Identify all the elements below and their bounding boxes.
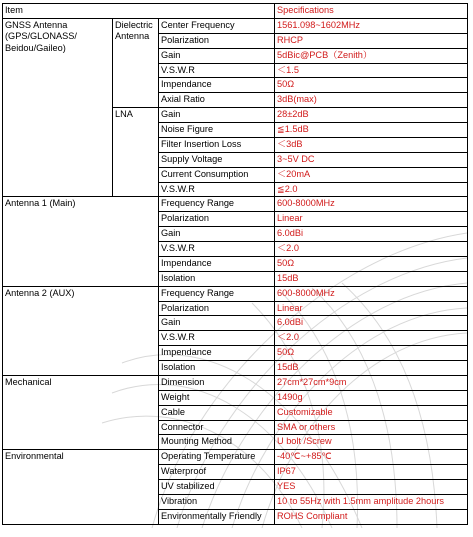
value-cell: ≦1.5dB: [275, 123, 468, 138]
header-item: Item: [3, 4, 275, 19]
value-cell: ＜1.5: [275, 63, 468, 78]
value-cell: Linear: [275, 301, 468, 316]
header-specifications: Specifications: [275, 4, 468, 19]
value-cell: ＜2.0: [275, 242, 468, 257]
param-cell: Impendance: [159, 78, 275, 93]
param-cell: Cable: [159, 405, 275, 420]
value-cell: 10 to 55Hz with 1.5mm amplitude 2hours: [275, 494, 468, 509]
param-cell: Waterproof: [159, 465, 275, 480]
param-cell: Frequency Range: [159, 286, 275, 301]
param-cell: V.S.W.R: [159, 63, 275, 78]
param-cell: Center Frequency: [159, 18, 275, 33]
value-cell: 1490g: [275, 390, 468, 405]
value-cell: ≦2.0: [275, 182, 468, 197]
param-cell: Vibration: [159, 494, 275, 509]
param-cell: V.S.W.R: [159, 331, 275, 346]
param-cell: Isolation: [159, 361, 275, 376]
param-cell: Frequency Range: [159, 197, 275, 212]
param-cell: Gain: [159, 316, 275, 331]
value-cell: RHCP: [275, 33, 468, 48]
value-cell: ＜20mA: [275, 167, 468, 182]
param-cell: V.S.W.R: [159, 242, 275, 257]
value-cell: IP67: [275, 465, 468, 480]
param-cell: Polarization: [159, 301, 275, 316]
param-cell: Polarization: [159, 33, 275, 48]
value-cell: 15dB: [275, 271, 468, 286]
value-cell: 1561.098~1602MHz: [275, 18, 468, 33]
table-row: [3, 197, 468, 212]
value-cell: -40℃~+85℃: [275, 450, 468, 465]
table-header-row: [3, 4, 468, 19]
param-cell: Environmentally Friendly: [159, 509, 275, 524]
param-cell: Weight: [159, 390, 275, 405]
value-cell: 27cm*27cm*9cm: [275, 375, 468, 390]
value-cell: SMA or others: [275, 420, 468, 435]
table-row: [3, 375, 468, 390]
param-cell: Polarization: [159, 212, 275, 227]
param-cell: Operating Temperature: [159, 450, 275, 465]
value-cell: Customizable: [275, 405, 468, 420]
subsection-label-lna: LNA: [113, 108, 159, 197]
param-cell: Gain: [159, 48, 275, 63]
param-cell: Axial Ratio: [159, 93, 275, 108]
value-cell: ＜3dB: [275, 137, 468, 152]
value-cell: 3~5V DC: [275, 152, 468, 167]
subsection-label-dielectric: Dielectric Antenna: [113, 18, 159, 107]
param-cell: Supply Voltage: [159, 152, 275, 167]
value-cell: ＜2.0: [275, 331, 468, 346]
value-cell: 50Ω: [275, 256, 468, 271]
param-cell: Connector: [159, 420, 275, 435]
param-cell: V.S.W.R: [159, 182, 275, 197]
specifications-table: [2, 3, 468, 525]
section-label-antenna1: Antenna 1 (Main): [3, 197, 159, 286]
param-cell: Current Consumption: [159, 167, 275, 182]
param-cell: Gain: [159, 227, 275, 242]
table-row: [3, 286, 468, 301]
param-cell: Noise Figure: [159, 123, 275, 138]
section-label-environmental: Environmental: [3, 450, 159, 524]
value-cell: YES: [275, 480, 468, 495]
param-cell: Impendance: [159, 256, 275, 271]
value-cell: 6.0dBi: [275, 227, 468, 242]
section-label-antenna2: Antenna 2 (AUX): [3, 286, 159, 375]
value-cell: 28±2dB: [275, 108, 468, 123]
value-cell: 600-8000MHz: [275, 286, 468, 301]
section-label-mechanical: Mechanical: [3, 375, 159, 449]
table-row: [3, 450, 468, 465]
param-cell: Mounting Method: [159, 435, 275, 450]
value-cell: U bolt /Screw: [275, 435, 468, 450]
value-cell: Linear: [275, 212, 468, 227]
value-cell: 50Ω: [275, 78, 468, 93]
value-cell: ROHS Compliant: [275, 509, 468, 524]
param-cell: UV stabilized: [159, 480, 275, 495]
param-cell: Isolation: [159, 271, 275, 286]
spec-sheet: [2, 3, 467, 528]
value-cell: 50Ω: [275, 346, 468, 361]
value-cell: 6.0dBi: [275, 316, 468, 331]
param-cell: Impendance: [159, 346, 275, 361]
param-cell: Filter Insertion Loss: [159, 137, 275, 152]
value-cell: 15dB: [275, 361, 468, 376]
table-row: [3, 18, 468, 33]
value-cell: 3dB(max): [275, 93, 468, 108]
value-cell: 600-8000MHz: [275, 197, 468, 212]
section-label-gnss: GNSS Antenna (GPS/GLONASS/ Beidou/Gaileo): [3, 18, 113, 197]
param-cell: Dimension: [159, 375, 275, 390]
value-cell: 5dBic@PCB（Zenith）: [275, 48, 468, 63]
param-cell: Gain: [159, 108, 275, 123]
